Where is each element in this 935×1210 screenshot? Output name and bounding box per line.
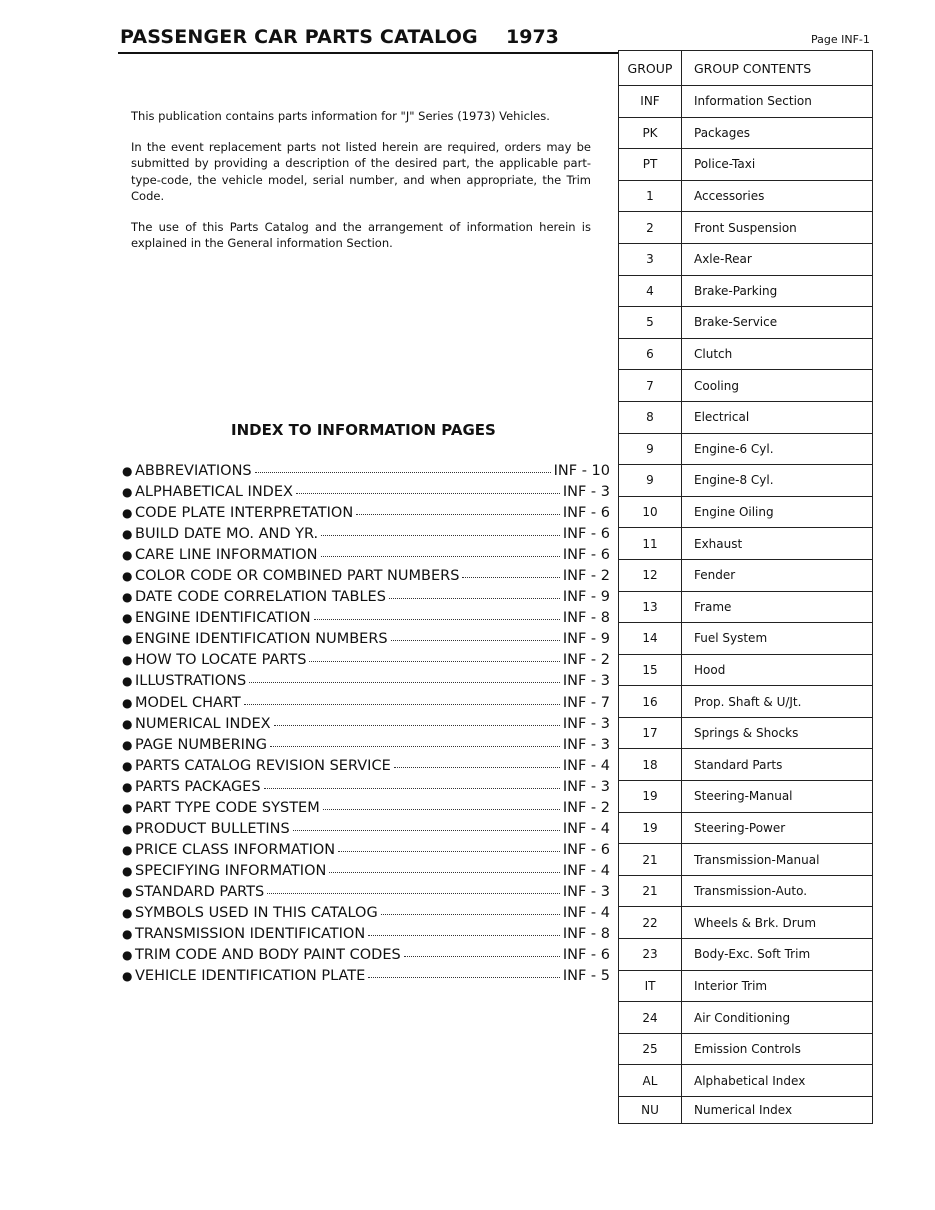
dot-leader bbox=[338, 851, 560, 852]
group-contents: Alphabetical Index bbox=[682, 1065, 873, 1097]
index-entry bbox=[122, 758, 610, 779]
group-code: NU bbox=[619, 1097, 682, 1124]
bullet-icon: ● bbox=[122, 758, 133, 773]
bullet-icon: ● bbox=[122, 527, 133, 542]
index-entry bbox=[122, 716, 610, 737]
group-contents: Steering-Manual bbox=[682, 781, 873, 813]
group-row bbox=[619, 591, 873, 623]
group-row bbox=[619, 465, 873, 497]
group-row bbox=[619, 307, 873, 339]
group-row bbox=[619, 117, 873, 149]
index-entry-label: CARE LINE INFORMATION bbox=[135, 547, 318, 564]
index-entry-page-ref: INF - 2 bbox=[562, 652, 610, 669]
dot-leader bbox=[321, 535, 560, 536]
index-entry-page-ref: INF - 9 bbox=[562, 631, 610, 648]
bullet-icon: ● bbox=[122, 737, 133, 752]
index-entry bbox=[122, 968, 610, 989]
index-entry-label: VEHICLE IDENTIFICATION PLATE bbox=[135, 968, 366, 985]
group-row bbox=[619, 623, 873, 655]
intro-paragraph: This publication contains parts information for "J" Series (1973) Vehicles. bbox=[131, 109, 550, 123]
index-list bbox=[122, 463, 610, 989]
dot-leader bbox=[244, 704, 560, 705]
group-contents-column-header: GROUP CONTENTS bbox=[682, 51, 873, 86]
dot-leader bbox=[389, 598, 560, 599]
index-entry-label: TRANSMISSION IDENTIFICATION bbox=[135, 926, 366, 943]
group-contents: Emission Controls bbox=[682, 1033, 873, 1065]
index-entry-page-ref: INF - 6 bbox=[562, 841, 610, 858]
bullet-icon: ● bbox=[122, 632, 133, 647]
group-code: 4 bbox=[619, 275, 682, 307]
index-entry-page-ref: INF - 6 bbox=[562, 547, 610, 564]
group-contents: Fuel System bbox=[682, 623, 873, 655]
index-entry bbox=[122, 505, 610, 526]
index-entry-page-ref: INF - 4 bbox=[562, 862, 610, 879]
index-entry bbox=[122, 884, 610, 905]
index-entry-label: PRODUCT BULLETINS bbox=[135, 820, 290, 837]
index-entry-page-ref: INF - 2 bbox=[562, 799, 610, 816]
dot-leader bbox=[368, 977, 560, 978]
group-contents: Engine-8 Cyl. bbox=[682, 465, 873, 497]
dot-leader bbox=[270, 746, 560, 747]
index-entry-label: CODE PLATE INTERPRETATION bbox=[135, 505, 354, 522]
group-row bbox=[619, 212, 873, 244]
group-contents: Transmission-Manual bbox=[682, 844, 873, 876]
bullet-icon: ● bbox=[122, 611, 133, 626]
index-entry-label: MODEL CHART bbox=[135, 694, 241, 711]
group-row bbox=[619, 781, 873, 813]
group-row bbox=[619, 717, 873, 749]
group-contents: Standard Parts bbox=[682, 749, 873, 781]
group-code: 25 bbox=[619, 1033, 682, 1065]
index-entry bbox=[122, 842, 610, 863]
group-row bbox=[619, 654, 873, 686]
index-heading: INDEX TO INFORMATION PAGES bbox=[231, 421, 496, 439]
bullet-icon: ● bbox=[122, 548, 133, 563]
index-entry-label: STANDARD PARTS bbox=[135, 883, 265, 900]
group-code: 3 bbox=[619, 243, 682, 275]
index-entry-label: ALPHABETICAL INDEX bbox=[135, 484, 293, 501]
bullet-icon: ● bbox=[122, 590, 133, 605]
index-entry-label: BUILD DATE MO. AND YR. bbox=[135, 526, 319, 543]
index-entry bbox=[122, 484, 610, 505]
index-entry-label: PRICE CLASS INFORMATION bbox=[135, 841, 336, 858]
group-contents: Steering-Power bbox=[682, 812, 873, 844]
index-entry bbox=[122, 800, 610, 821]
group-row bbox=[619, 812, 873, 844]
index-entry-page-ref: INF - 3 bbox=[562, 883, 610, 900]
group-row bbox=[619, 907, 873, 939]
bullet-icon: ● bbox=[122, 969, 133, 984]
group-code: 13 bbox=[619, 591, 682, 623]
dot-leader bbox=[404, 956, 560, 957]
group-contents: Prop. Shaft & U/Jt. bbox=[682, 686, 873, 718]
index-entry-page-ref: INF - 3 bbox=[562, 715, 610, 732]
index-entry bbox=[122, 463, 610, 484]
page-title: PASSENGER CAR PARTS CATALOG bbox=[120, 26, 478, 48]
group-contents: Police-Taxi bbox=[682, 149, 873, 181]
dot-leader bbox=[274, 725, 560, 726]
bullet-icon: ● bbox=[122, 884, 133, 899]
title-rule bbox=[118, 52, 618, 54]
group-contents: Packages bbox=[682, 117, 873, 149]
index-entry bbox=[122, 631, 610, 652]
dot-leader bbox=[323, 809, 560, 810]
group-code: 11 bbox=[619, 528, 682, 560]
group-contents: Springs & Shocks bbox=[682, 717, 873, 749]
group-contents: Brake-Service bbox=[682, 307, 873, 339]
group-row bbox=[619, 149, 873, 181]
group-row bbox=[619, 1033, 873, 1065]
dot-leader bbox=[264, 788, 560, 789]
index-entry bbox=[122, 737, 610, 758]
group-code: 19 bbox=[619, 812, 682, 844]
intro-paragraph: The use of this Parts Catalog and the arrangement of information herein is explained in the General information Section. bbox=[131, 219, 591, 250]
group-contents: Engine Oiling bbox=[682, 496, 873, 528]
bullet-icon: ● bbox=[122, 506, 133, 521]
index-entry bbox=[122, 568, 610, 589]
index-entry bbox=[122, 695, 610, 716]
index-entry-page-ref: INF - 3 bbox=[562, 736, 610, 753]
bullet-icon: ● bbox=[122, 653, 133, 668]
group-code: AL bbox=[619, 1065, 682, 1097]
index-entry-page-ref: INF - 5 bbox=[562, 968, 610, 985]
bullet-icon: ● bbox=[122, 464, 133, 478]
index-entry-label: SYMBOLS USED IN THIS CATALOG bbox=[135, 904, 378, 921]
group-row bbox=[619, 1002, 873, 1034]
group-code: 19 bbox=[619, 781, 682, 813]
group-code: PT bbox=[619, 149, 682, 181]
dot-leader bbox=[381, 914, 560, 915]
index-entry-label: ENGINE IDENTIFICATION bbox=[135, 610, 311, 627]
index-entry-page-ref: INF - 10 bbox=[553, 463, 610, 479]
group-contents: Body-Exc. Soft Trim bbox=[682, 939, 873, 971]
group-contents: Brake-Parking bbox=[682, 275, 873, 307]
group-contents: Clutch bbox=[682, 338, 873, 370]
index-entry-page-ref: INF - 4 bbox=[562, 904, 610, 921]
dot-leader bbox=[293, 830, 560, 831]
index-entry bbox=[122, 610, 610, 631]
index-entry-label: DATE CODE CORRELATION TABLES bbox=[135, 589, 386, 606]
group-contents: Axle-Rear bbox=[682, 243, 873, 275]
group-code: IT bbox=[619, 970, 682, 1002]
index-entry-page-ref: INF - 9 bbox=[562, 589, 610, 606]
group-code: 7 bbox=[619, 370, 682, 402]
index-entry-page-ref: INF - 7 bbox=[562, 694, 610, 711]
group-contents: Information Section bbox=[682, 86, 873, 118]
group-table bbox=[618, 50, 873, 1124]
bullet-icon: ● bbox=[122, 863, 133, 878]
group-row bbox=[619, 370, 873, 402]
dot-leader bbox=[329, 872, 560, 873]
index-entry bbox=[122, 821, 610, 842]
group-code: PK bbox=[619, 117, 682, 149]
group-row bbox=[619, 338, 873, 370]
index-entry-label: HOW TO LOCATE PARTS bbox=[135, 652, 307, 669]
group-code: 16 bbox=[619, 686, 682, 718]
group-row bbox=[619, 939, 873, 971]
group-contents: Electrical bbox=[682, 401, 873, 433]
index-entry-label: SPECIFYING INFORMATION bbox=[135, 862, 327, 879]
group-contents: Engine-6 Cyl. bbox=[682, 433, 873, 465]
index-entry-page-ref: INF - 3 bbox=[562, 673, 610, 690]
group-code: 9 bbox=[619, 465, 682, 497]
group-code: INF bbox=[619, 86, 682, 118]
group-row bbox=[619, 433, 873, 465]
bullet-icon: ● bbox=[122, 569, 133, 584]
index-entry-label: ILLUSTRATIONS bbox=[135, 673, 247, 690]
index-entry bbox=[122, 547, 610, 568]
group-code: 12 bbox=[619, 559, 682, 591]
group-row bbox=[619, 875, 873, 907]
group-code: 8 bbox=[619, 401, 682, 433]
group-contents: Exhaust bbox=[682, 528, 873, 560]
dot-leader bbox=[462, 577, 559, 578]
index-entry-page-ref: INF - 8 bbox=[562, 610, 610, 627]
index-entry bbox=[122, 947, 610, 968]
dot-leader bbox=[296, 493, 560, 494]
index-entry bbox=[122, 779, 610, 800]
group-row bbox=[619, 749, 873, 781]
bullet-icon: ● bbox=[122, 842, 133, 857]
group-contents: Frame bbox=[682, 591, 873, 623]
bullet-icon: ● bbox=[122, 821, 133, 836]
dot-leader bbox=[309, 661, 559, 662]
dot-leader bbox=[321, 556, 560, 557]
index-entry-label: ABBREVIATIONS bbox=[135, 463, 252, 479]
index-entry-label: ENGINE IDENTIFICATION NUMBERS bbox=[135, 631, 388, 648]
bullet-icon: ● bbox=[122, 716, 133, 731]
bullet-icon: ● bbox=[122, 695, 133, 710]
index-entry-page-ref: INF - 6 bbox=[562, 505, 610, 522]
index-entry bbox=[122, 905, 610, 926]
index-entry-page-ref: INF - 4 bbox=[562, 820, 610, 837]
group-row bbox=[619, 1065, 873, 1097]
dot-leader bbox=[368, 935, 560, 936]
index-entry-page-ref: INF - 2 bbox=[562, 568, 610, 585]
group-contents: Interior Trim bbox=[682, 970, 873, 1002]
index-entry-label: NUMERICAL INDEX bbox=[135, 715, 271, 732]
group-code: 1 bbox=[619, 180, 682, 212]
group-code: 15 bbox=[619, 654, 682, 686]
dot-leader bbox=[314, 619, 560, 620]
dot-leader bbox=[356, 514, 560, 515]
group-code: 9 bbox=[619, 433, 682, 465]
group-row bbox=[619, 180, 873, 212]
dot-leader bbox=[394, 767, 560, 768]
group-column-header: GROUP bbox=[619, 51, 682, 86]
group-row bbox=[619, 686, 873, 718]
group-code: 21 bbox=[619, 844, 682, 876]
group-code: 22 bbox=[619, 907, 682, 939]
group-code: 21 bbox=[619, 875, 682, 907]
index-entry-label: COLOR CODE OR COMBINED PART NUMBERS bbox=[135, 568, 460, 585]
group-contents: Hood bbox=[682, 654, 873, 686]
group-contents: Front Suspension bbox=[682, 212, 873, 244]
group-contents: Numerical Index bbox=[682, 1097, 873, 1124]
dot-leader bbox=[267, 893, 560, 894]
index-entry bbox=[122, 589, 610, 610]
index-entry-label: PARTS PACKAGES bbox=[135, 778, 261, 795]
index-entry-label: PAGE NUMBERING bbox=[135, 736, 268, 753]
page-number: Page INF-1 bbox=[811, 33, 870, 46]
index-entry bbox=[122, 673, 610, 694]
group-row bbox=[619, 86, 873, 118]
group-row bbox=[619, 970, 873, 1002]
group-code: 10 bbox=[619, 496, 682, 528]
group-row bbox=[619, 275, 873, 307]
group-row bbox=[619, 559, 873, 591]
index-entry-page-ref: INF - 6 bbox=[562, 947, 610, 964]
bullet-icon: ● bbox=[122, 779, 133, 794]
group-row bbox=[619, 528, 873, 560]
bullet-icon: ● bbox=[122, 905, 133, 920]
bullet-icon: ● bbox=[122, 485, 133, 500]
bullet-icon: ● bbox=[122, 800, 133, 815]
group-contents: Air Conditioning bbox=[682, 1002, 873, 1034]
catalog-year: 1973 bbox=[506, 26, 559, 48]
group-row bbox=[619, 401, 873, 433]
group-contents: Accessories bbox=[682, 180, 873, 212]
index-entry-label: PARTS CATALOG REVISION SERVICE bbox=[135, 757, 391, 774]
group-row bbox=[619, 1097, 873, 1124]
dot-leader bbox=[391, 640, 560, 641]
index-entry-page-ref: INF - 6 bbox=[562, 526, 610, 543]
bullet-icon: ● bbox=[122, 948, 133, 963]
group-code: 23 bbox=[619, 939, 682, 971]
group-table-header bbox=[619, 51, 873, 86]
group-code: 6 bbox=[619, 338, 682, 370]
group-code: 24 bbox=[619, 1002, 682, 1034]
group-code: 5 bbox=[619, 307, 682, 339]
bullet-icon: ● bbox=[122, 927, 133, 942]
group-row bbox=[619, 243, 873, 275]
group-contents: Wheels & Brk. Drum bbox=[682, 907, 873, 939]
bullet-icon: ● bbox=[122, 674, 133, 689]
index-entry-label: TRIM CODE AND BODY PAINT CODES bbox=[135, 947, 401, 964]
group-code: 2 bbox=[619, 212, 682, 244]
dot-leader bbox=[255, 472, 551, 473]
index-entry bbox=[122, 926, 610, 947]
group-code: 18 bbox=[619, 749, 682, 781]
index-entry bbox=[122, 652, 610, 673]
group-code: 14 bbox=[619, 623, 682, 655]
group-contents: Transmission-Auto. bbox=[682, 875, 873, 907]
index-entry bbox=[122, 863, 610, 884]
index-entry bbox=[122, 526, 610, 547]
intro-paragraph: In the event replacement parts not listed herein are required, orders may be submitted by providing a description of the desired part, the applicable part-type-code, the vehicle model, serial number, and when appropriate, the Trim Code. bbox=[131, 139, 591, 203]
index-entry-page-ref: INF - 3 bbox=[562, 484, 610, 501]
index-entry-page-ref: INF - 3 bbox=[562, 778, 610, 795]
group-contents: Cooling bbox=[682, 370, 873, 402]
index-entry-page-ref: INF - 4 bbox=[562, 757, 610, 774]
group-row bbox=[619, 496, 873, 528]
index-entry-page-ref: INF - 8 bbox=[562, 926, 610, 943]
index-entry-label: PART TYPE CODE SYSTEM bbox=[135, 799, 320, 816]
dot-leader bbox=[249, 682, 560, 683]
group-row bbox=[619, 844, 873, 876]
intro-text bbox=[131, 108, 591, 266]
group-contents: Fender bbox=[682, 559, 873, 591]
group-code: 17 bbox=[619, 717, 682, 749]
